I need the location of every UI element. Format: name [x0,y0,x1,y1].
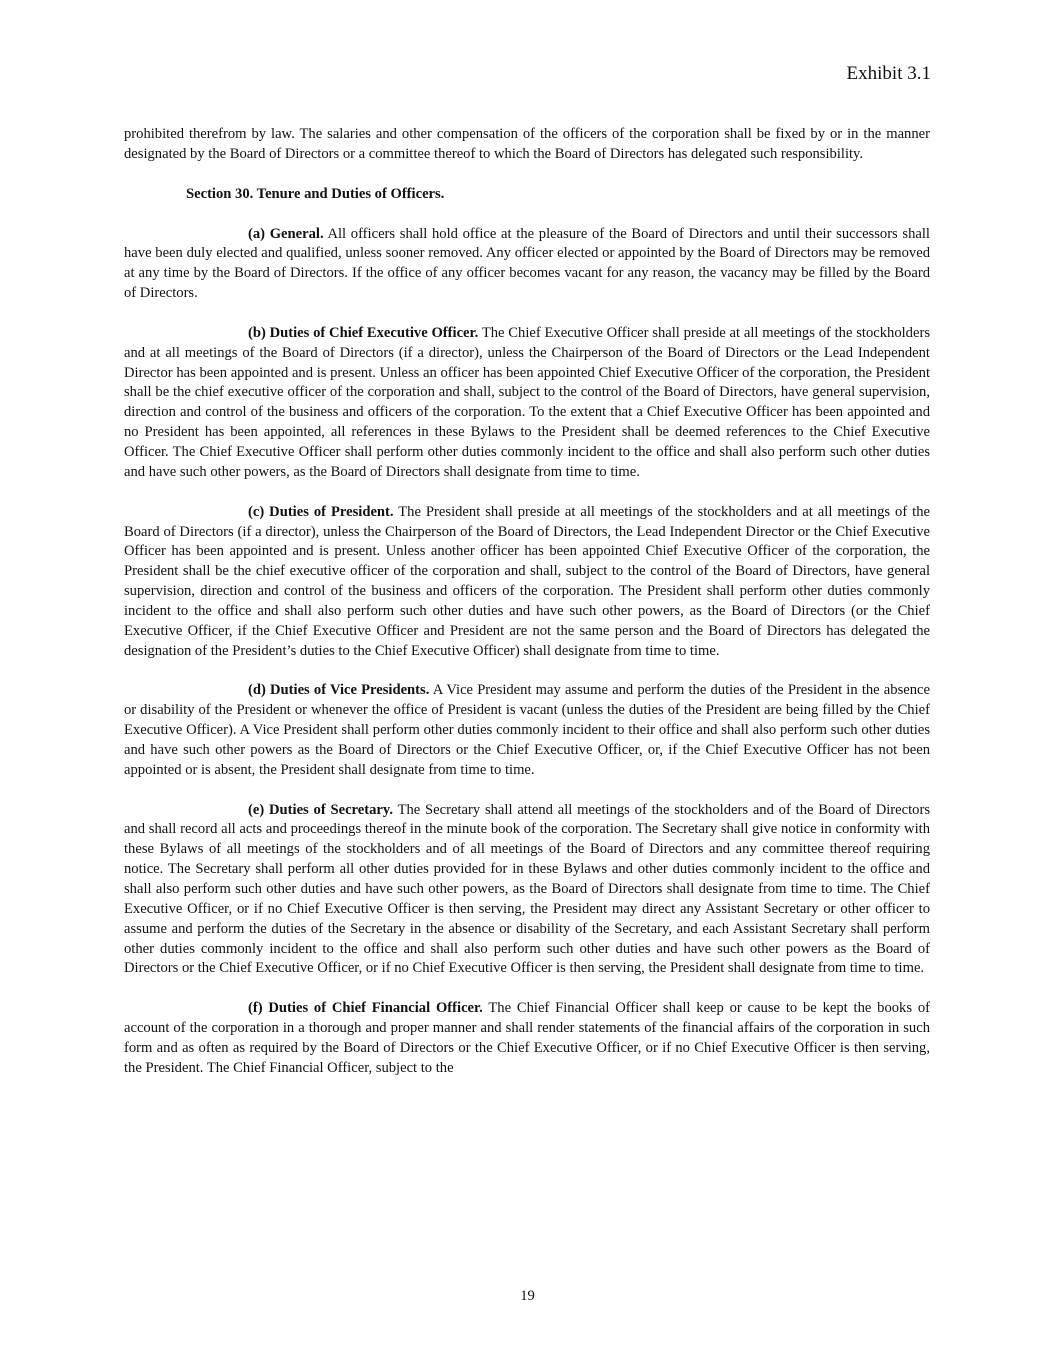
subsection-lead: (b) Duties of Chief Executive Officer. [248,324,479,341]
subsection-lead: (f) Duties of Chief Financial Officer. [248,1000,483,1017]
subsection-lead: (e) Duties of Secretary. [248,801,394,818]
subsection-cfo-duties [124,999,930,1078]
subsection-lead: (d) Duties of Vice Presidents. [248,682,430,699]
subsection-text: The Chief Financial Officer shall keep or cause to be kept the books of account of the corporation in a thorough and proper manner and shall render statements of the financial affairs of the corporation in such form and as often as required by the Board of Directors or the Chief Executive Officer, or if no Chief Executive Officer is then serving, the President. The Chief Financial Officer, subject to the [124,1000,930,1076]
subsection-lead: (c) Duties of President. [248,503,394,520]
subsection-ceo-duties [124,324,930,483]
document-body [124,125,930,1099]
section-heading: Section 30. Tenure and Duties of Officers. [186,185,445,202]
intro-paragraph: prohibited therefrom by law. The salaries and other compensation of the officers of the corporation shall be fixed by or in the manner designated by the Board of Directors or a committee thereof to which the Board of Directors has delegated such responsibility. [124,126,930,162]
subsection-text: The Secretary shall attend all meetings of the stockholders and of the Board of Directors and shall record all acts and proceedings thereof in the minute book of the corporation. The Secretary shall give notice in conformity with these Bylaws of all meetings of the stockholders and of all meetings of the Board of Directors and any committee thereof requiring notice. The Secretary shall perform all other duties provided for in these Bylaws and other duties commonly incident to the office and shall also perform such other duties and have such other powers, as the Board of Directors shall designate from time to time. The Chief Executive Officer, or if no Chief Executive Officer is then serving, the President may direct any Assistant Secretary or other officer to assume and perform the duties of the Secretary in the absence or disability of the Secretary, and each Assistant Secretary shall perform other duties commonly incident to the office and shall also perform such other duties and have such other powers as the Board of Directors or the Chief Executive Officer, or if no Chief Executive Officer is then serving, the President shall designate from time to time. [124,801,930,977]
subsection-text: The Chief Executive Officer shall preside at all meetings of the stockholders and at all meetings of the Board of Directors (if a director), unless the Chairperson of the Board of Directors or the Lead Independent Director has been appointed and is present. Unless an officer has been appointed Chief Executive Officer of the corporation, the President shall be the chief executive officer of the corporation and shall, subject to the control of the Board of Directors, have general supervision, direction and control of the business and officers of the corporation. To the extent that a Chief Executive Officer has been appointed and no President has been appointed, all references in these Bylaws to the President shall be deemed references to the Chief Executive Officer. The Chief Executive Officer shall perform other duties commonly incident to the office and shall also perform such other duties and have such other powers, as the Board of Directors shall designate from time to time. [124,324,930,480]
page-number: 19 [520,1288,535,1304]
subsection-text: A Vice President may assume and perform the duties of the President in the absence or disability of the President or whenever the office of President is vacant (unless the duties of the President are being filled by the Chief Executive Officer). A Vice President shall perform other duties commonly incident to their office and shall also perform such other duties and have such other powers as the Board of Directors or the Chief Executive Officer, or, if the Chief Executive Officer has not been appointed or is absent, the President shall designate from time to time. [124,682,930,778]
exhibit-label: Exhibit 3.1 [846,63,931,84]
subsection-lead: (a) General. [248,225,324,242]
subsection-general [124,225,930,304]
subsection-president-duties [124,503,930,662]
subsection-secretary-duties [124,801,930,980]
subsection-text: The President shall preside at all meetings of the stockholders and at all meetings of the Board of Directors (if a director), unless the Chairperson of the Board of Directors, the Lead Independent Director or the Chief Executive Officer has been appointed and is present. Unless another officer has been appointed Chief Executive Officer of the corporation, the President shall be the chief executive officer of the corporation and shall, subject to the control of the Board of Directors, have general supervision, direction and control of the business and officers of the corporation. The President shall perform other duties commonly incident to the office and shall also perform such other duties and have such other powers, as the Board of Directors (or the Chief Executive Officer, if the Chief Executive Officer and President are not the same person and the Board of Directors has delegated the designation of the President’s duties to the Chief Executive Officer) shall designate from time to time. [124,503,930,659]
subsection-vice-president-duties [124,681,930,780]
subsection-text: All officers shall hold office at the pleasure of the Board of Directors and until their successors shall have been duly elected and qualified, unless sooner removed. Any officer elected or appointed by the Board of Directors may be removed at any time by the Board of Directors. If the office of any officer becomes vacant for any reason, the vacancy may be filled by the Board of Directors. [124,225,930,302]
